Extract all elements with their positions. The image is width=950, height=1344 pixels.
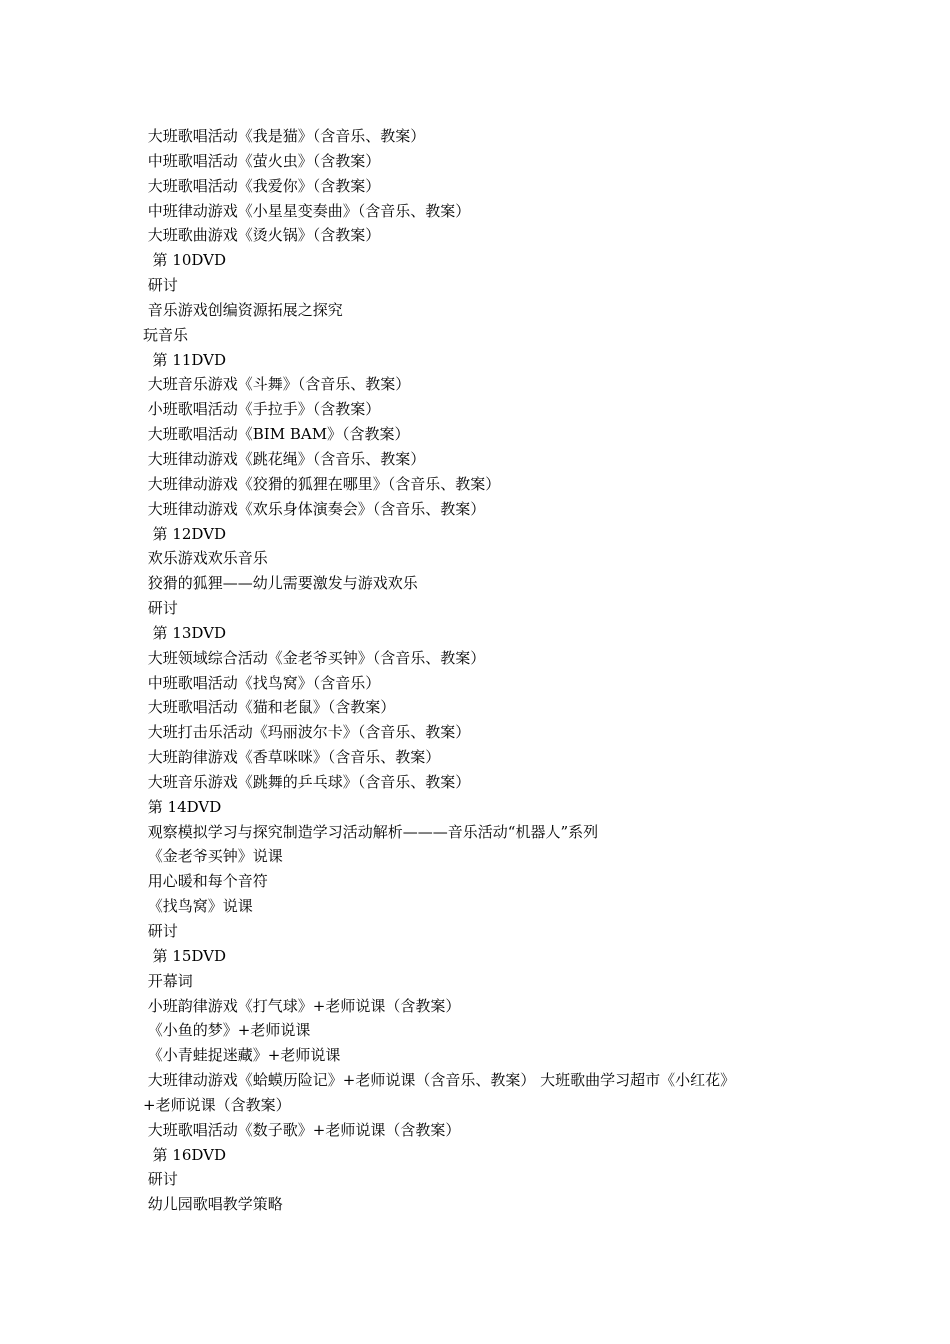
text-line: 大班律动游戏《欢乐身体演奏会》（含音乐、教案） (143, 499, 486, 518)
document-body (143, 124, 843, 1217)
text-line: 欢乐游戏欢乐音乐 (143, 549, 268, 568)
text-line: 幼儿园歌唱教学策略 (143, 1195, 283, 1214)
text-line: 中班歌唱活动《找鸟窝》（含音乐） (143, 673, 381, 692)
text-line: 小班歌唱活动《手拉手》（含教案） (143, 400, 381, 419)
text-line: 大班歌唱活动《数子歌》+老师说课（含教案） (143, 1120, 461, 1139)
text-line: 中班律动游戏《小星星变奏曲》（含音乐、教案） (143, 201, 471, 220)
text-line: 开幕词 (143, 971, 193, 990)
section-heading: 第 16DVD (143, 1145, 227, 1164)
text-line: 狡猾的狐狸——幼儿需要激发与游戏欢乐 (143, 574, 418, 593)
text-line: 玩音乐 (143, 325, 189, 344)
text-line: 大班律动游戏《蛤蟆历险记》+老师说课（含音乐、教案） 大班歌曲学习超市《小红花》 (143, 1071, 736, 1090)
text-line: 研讨 (143, 276, 178, 295)
text-line: 大班韵律游戏《香草咪咪》（含音乐、教案） (143, 748, 441, 767)
text-line: 大班歌唱活动《我是猫》（含音乐、教案） (143, 127, 426, 145)
text-line: 《找鸟窝》说课 (143, 897, 253, 916)
text-line: 用心暖和每个音符 (143, 872, 268, 891)
section-heading: 第 10DVD (143, 251, 227, 270)
text-line: 大班领域综合活动《金老爷买钟》（含音乐、教案） (143, 648, 486, 667)
text-line: 大班律动游戏《跳花绳》（含音乐、教案） (143, 449, 426, 468)
text-line: 大班歌曲游戏《烫火锅》（含教案） (143, 226, 381, 245)
text-line: 音乐游戏创编资源拓展之探究 (143, 300, 343, 319)
text-line: 大班歌唱活动《我爱你》（含教案） (143, 176, 381, 195)
section-heading: 第 12DVD (143, 524, 227, 543)
text-line: +老师说课（含教案） (143, 1095, 291, 1114)
text-line: 大班律动游戏《狡猾的狐狸在哪里》（含音乐、教案） (143, 474, 501, 493)
text-line: 大班歌唱活动《BIM BAM》（含教案） (143, 425, 410, 444)
section-heading: 第 13DVD (143, 623, 227, 642)
text-line: 《小鱼的梦》+老师说课 (143, 1021, 311, 1040)
section-heading: 第 14DVD (143, 797, 222, 816)
text-line: 研讨 (143, 922, 178, 940)
text-line: 中班歌唱活动《萤火虫》（含教案） (143, 151, 381, 170)
text-line: 小班韵律游戏《打气球》+老师说课（含教案） (143, 996, 461, 1015)
section-heading: 第 15DVD (143, 946, 227, 965)
text-line: 观察模拟学习与探究制造学习活动解析———音乐活动“机器人”系列 (143, 822, 599, 841)
text-line: 大班音乐游戏《斗舞》（含音乐、教案） (143, 375, 411, 394)
text-line: 大班歌唱活动《猫和老鼠》（含教案） (143, 698, 396, 717)
text-line: 大班音乐游戏《跳舞的乒乓球》（含音乐、教案） (143, 772, 471, 791)
text-line: 研讨 (143, 1170, 178, 1189)
text-line: 研讨 (143, 599, 178, 618)
text-line: 《金老爷买钟》说课 (143, 847, 283, 866)
section-heading: 第 11DVD (143, 350, 227, 369)
text-line: 《小青蛙捉迷藏》+老师说课 (143, 1046, 341, 1065)
text-line: 大班打击乐活动《玛丽波尔卡》（含音乐、教案） (143, 723, 471, 742)
